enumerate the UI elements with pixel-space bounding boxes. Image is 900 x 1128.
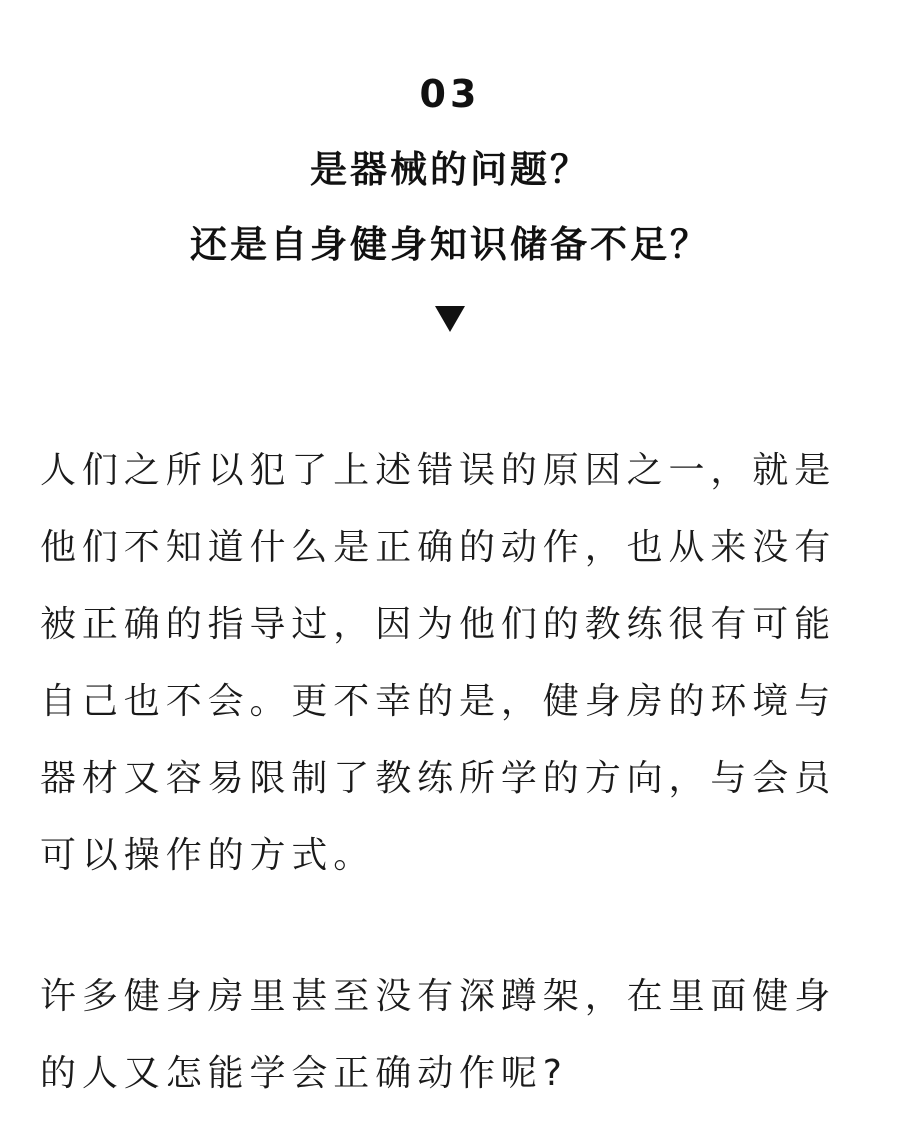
section-number: 03 xyxy=(419,72,481,116)
triangle-down-icon xyxy=(435,306,465,332)
section-heading-line1: 是器械的问题？ xyxy=(310,148,590,191)
body-paragraph-1: 人们之所以犯了上述错误的原因之一，就是他们不知道什么是正确的动作，也从来没有被正确的指导过，因为他们的教练很有可能自己也不会。更不幸的是，健身房的环境与器材又容易限制了教练所学的方向，与会员可以操作的方式。 xyxy=(40,450,837,876)
section-heading-line2: 还是自身健身知识储备不足？ xyxy=(190,223,710,266)
body-paragraph-2: 许多健身房里甚至没有深蹲架，在里面健身的人又怎能学会正确动作呢? xyxy=(40,976,837,1094)
